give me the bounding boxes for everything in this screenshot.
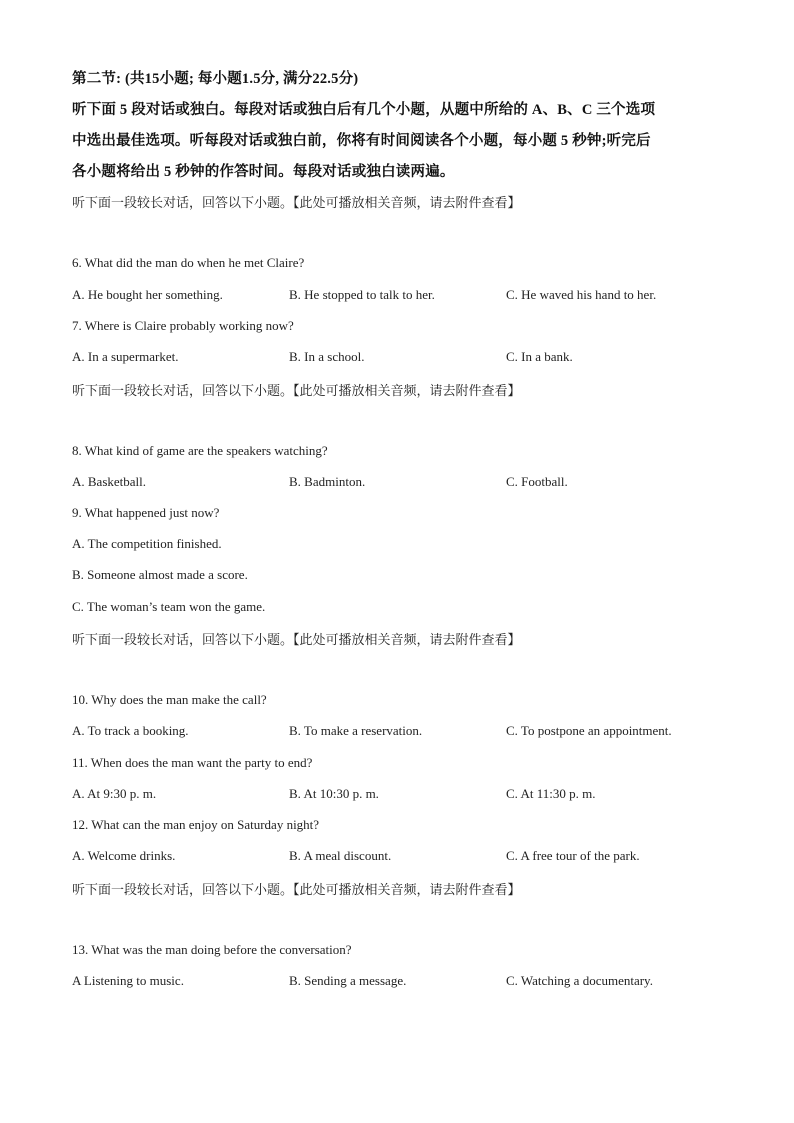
q11-option-c: C. At 11:30 p. m.: [506, 786, 596, 801]
instruction-line-1: 听下面 5 段对话或独白。每段对话或独白后有几个小题，从题中所给的 A、B、C 三个选项: [72, 102, 656, 118]
question-12: 12. What can the man enjoy on Saturday night?: [72, 817, 320, 832]
q7-option-b: B. In a school.: [289, 349, 365, 364]
audio-note-2: 听下面一段较长对话，回答以下小题。【此处可播放相关音频，请去附件查看】: [72, 383, 521, 398]
question-13: 13. What was the man doing before the conversation?: [72, 942, 352, 957]
q13-option-b: B. Sending a message.: [289, 973, 407, 988]
question-10: 10. Why does the man make the call?: [72, 692, 267, 707]
q11-option-b: B. At 10:30 p. m.: [289, 786, 379, 801]
audio-note-4: 听下面一段较长对话，回答以下小题。【此处可播放相关音频，请去附件查看】: [72, 882, 521, 897]
q9-option-b: B. Someone almost made a score.: [72, 567, 248, 582]
q13-option-c: C. Watching a documentary.: [506, 973, 653, 988]
q12-option-b: B. A meal discount.: [289, 848, 392, 863]
question-6: 6. What did the man do when he met Claire?: [72, 255, 305, 270]
q10-option-a: A. To track a booking.: [72, 723, 189, 738]
question-8: 8. What kind of game are the speakers watching?: [72, 443, 328, 458]
audio-note-1: 听下面一段较长对话，回答以下小题。【此处可播放相关音频，请去附件查看】: [72, 195, 521, 210]
q9-option-a: A. The competition finished.: [72, 536, 222, 551]
instruction-line-3: 各小题将给出 5 秒钟的作答时间。每段对话或独白读两遍。: [72, 164, 455, 180]
q11-option-a: A. At 9:30 p. m.: [72, 786, 157, 801]
q13-option-a: A Listening to music.: [72, 973, 184, 988]
instruction-line-2: 中选出最佳选项。听每段对话或独白前，你将有时间阅读各个小题，每小题 5 秒钟;听完后: [72, 133, 651, 149]
q12-option-c: C. A free tour of the park.: [506, 848, 640, 863]
q8-option-b: B. Badminton.: [289, 474, 366, 489]
q6-option-b: B. He stopped to talk to her.: [289, 287, 435, 302]
q6-option-a: A. He bought her something.: [72, 287, 223, 302]
q8-option-a: A. Basketball.: [72, 474, 147, 489]
q8-option-c: C. Football.: [506, 474, 568, 489]
q7-option-a: A. In a supermarket.: [72, 349, 179, 364]
question-9: 9. What happened just now?: [72, 505, 220, 520]
question-7: 7. Where is Claire probably working now?: [72, 318, 294, 333]
audio-note-3: 听下面一段较长对话，回答以下小题。【此处可播放相关音频，请去附件查看】: [72, 632, 521, 647]
q6-option-c: C. He waved his hand to her.: [506, 287, 657, 302]
q7-option-c: C. In a bank.: [506, 349, 573, 364]
q12-option-a: A. Welcome drinks.: [72, 848, 176, 863]
q10-option-b: B. To make a reservation.: [289, 723, 423, 738]
question-11: 11. When does the man want the party to end?: [72, 755, 313, 770]
section-title: 第二节: (共15小题; 每小题1.5分, 满分22.5分): [72, 71, 359, 87]
q9-option-c: C. The woman’s team won the game.: [72, 599, 266, 614]
q10-option-c: C. To postpone an appointment.: [506, 723, 672, 738]
